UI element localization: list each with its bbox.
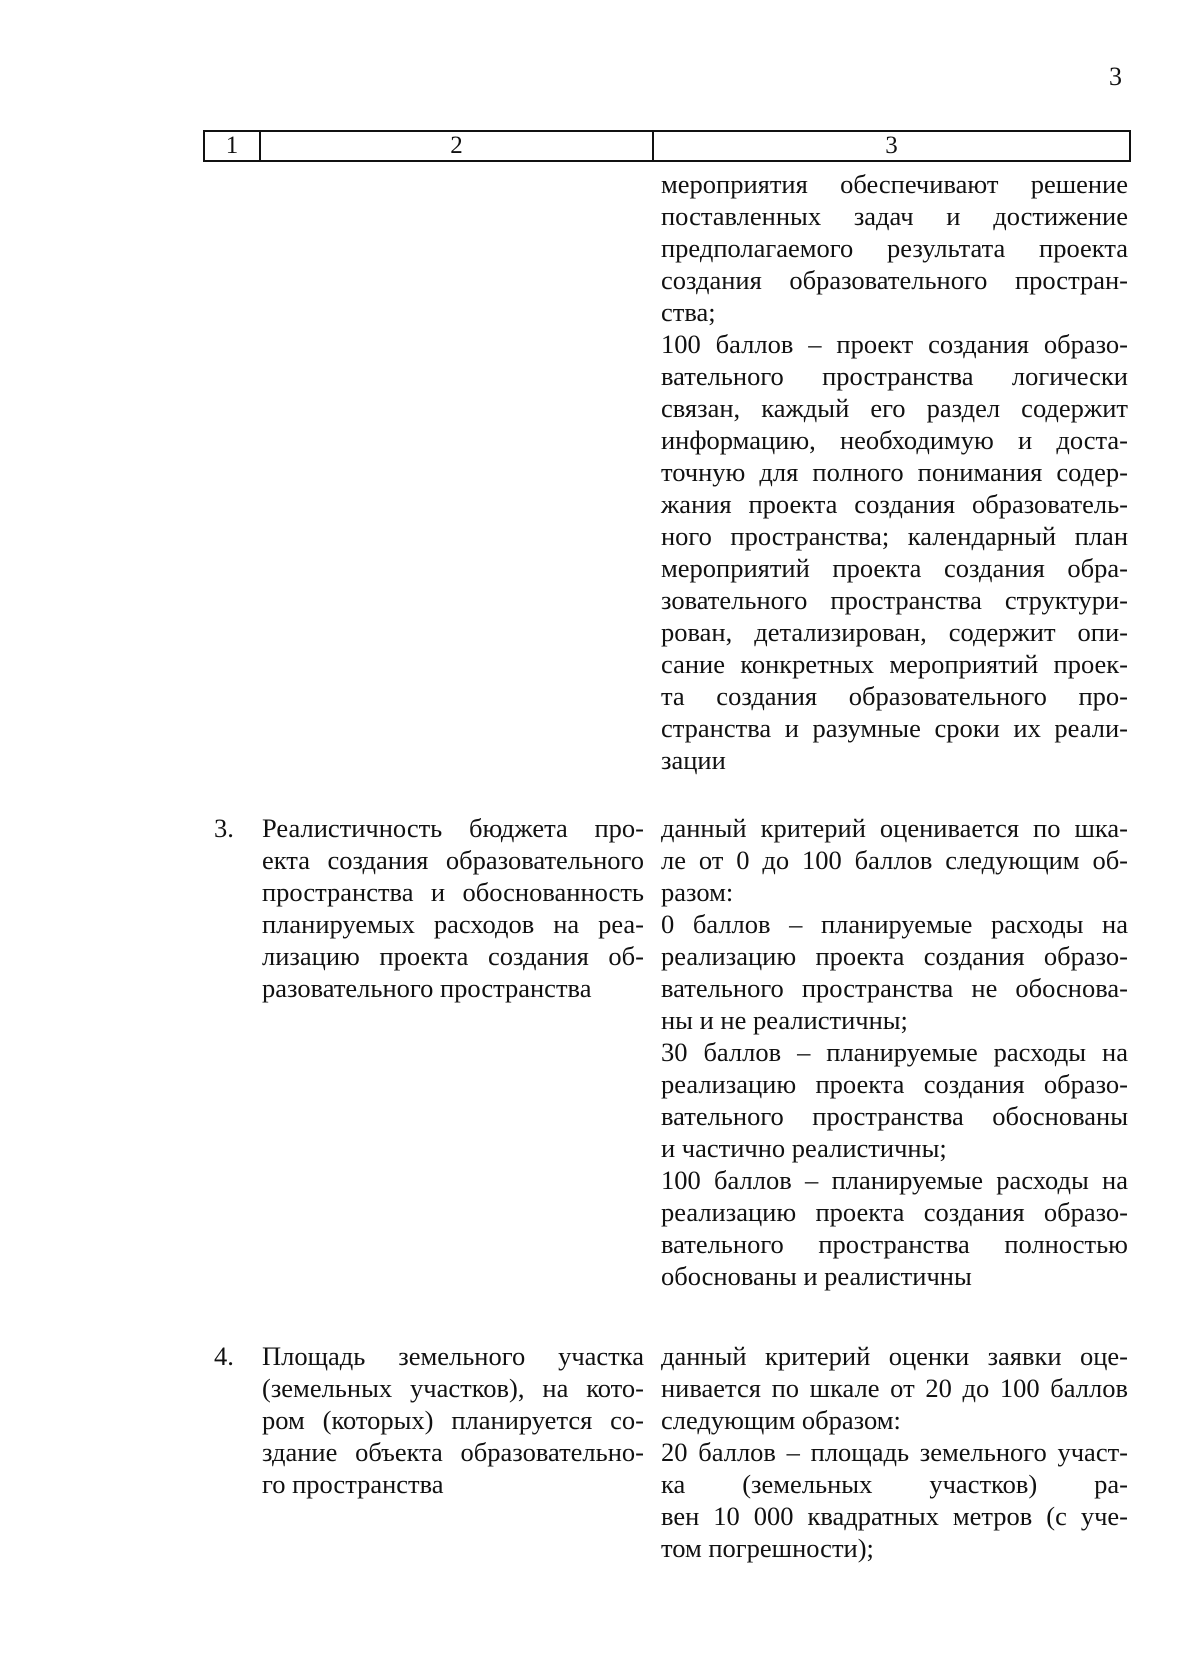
text-line: зации [661,745,726,775]
text-line: Площадь земельного участка [262,1341,644,1371]
text-line: ства; [661,297,716,327]
text-line: предполагаемого результата проекта [661,233,1128,263]
text-line: лизацию проекта создания об- [262,941,644,971]
text-line: информацию, необходимую и доста- [661,425,1128,455]
text-line: (земельных участков), на кото- [262,1373,644,1403]
text-line: вательного пространства логически [661,361,1128,391]
text-line: том погрешности); [661,1533,874,1563]
text-line: мероприятий проекта создания обра- [661,553,1128,583]
text-line: поставленных задач и достижение [661,201,1128,231]
text-line: мероприятия обеспечивают решение [661,169,1128,199]
text-line: следующим образом: [661,1405,901,1435]
text-line: 30 баллов – планируемые расходы на [661,1037,1128,1067]
text-line: ка (земельных участков) ра- [661,1469,1128,1499]
row-3-description [661,812,1128,1292]
text-line: точную для полного понимания содер- [661,457,1128,487]
text-line: вен 10 000 квадратных метров (с уче- [661,1501,1128,1531]
text-line: обоснованы и реалистичны [661,1261,972,1291]
row-4-description [661,1340,1128,1564]
text-line: разом: [661,877,734,907]
text-line: планируемых расходов на реа- [262,909,644,939]
text-line: нивается по шкале от 20 до 100 баллов [661,1373,1128,1403]
text-line: создания образовательного простран- [661,265,1128,295]
header-cell-3: 3 [885,132,898,159]
text-line: данный критерий оценивается по шка- [661,813,1128,843]
text-line: вательного пространства обоснованы [661,1101,1128,1131]
text-line: 100 баллов – проект создания образо- [661,329,1128,359]
text-line: вательного пространства не обоснова- [661,973,1128,1003]
text-line: ны и не реалистичны; [661,1005,908,1035]
text-line: Реалистичность бюджета про- [262,813,644,843]
text-line: реализацию проекта создания образо- [661,1197,1128,1227]
text-line: 100 баллов – планируемые расходы на [661,1165,1128,1195]
text-line: 0 баллов – планируемые расходы на [661,909,1128,939]
header-cell-1: 1 [205,132,261,160]
text-line: ного пространства; календарный план [661,521,1128,551]
text-line: жания проекта создания образователь- [661,489,1128,519]
text-line: сание конкретных мероприятий проек- [661,649,1128,679]
text-line: вательного пространства полностью [661,1229,1128,1259]
text-line: пространства и обоснованность [262,877,644,907]
row-3-criterion [262,812,644,1004]
text-line: связан, каждый его раздел содержит [661,393,1128,423]
text-line: 20 баллов – площадь земельного участ- [661,1437,1128,1467]
text-line: ле от 0 до 100 баллов следующим об- [661,845,1128,875]
text-line: странства и разумные сроки их реали- [661,713,1128,743]
text-line: разовательного пространства [262,973,592,1003]
text-line: рован, детализирован, содержит опи- [661,617,1128,647]
row-4-criterion [262,1340,644,1500]
text-line: и частично реалистичны; [661,1133,947,1163]
header-cell-2: 2 [261,132,654,160]
row-4-number: 4. [214,1341,234,1371]
text-line: та создания образовательного про- [661,681,1128,711]
text-line: здание объекта образовательно- [262,1437,644,1467]
text-line: ром (которых) планируется со- [262,1405,644,1435]
row-3-number: 3. [214,813,234,843]
text-line: данный критерий оценки заявки оце- [661,1341,1128,1371]
text-line: зовательного пространства структури- [661,585,1128,615]
text-line: реализацию проекта создания образо- [661,1069,1128,1099]
table-header-row [203,130,1131,162]
text-line: реализацию проекта создания образо- [661,941,1128,971]
text-line: го пространства [262,1469,444,1499]
continuation-description [661,168,1128,776]
page-number: 3 [1109,62,1122,91]
text-line: екта создания образовательного [262,845,644,875]
